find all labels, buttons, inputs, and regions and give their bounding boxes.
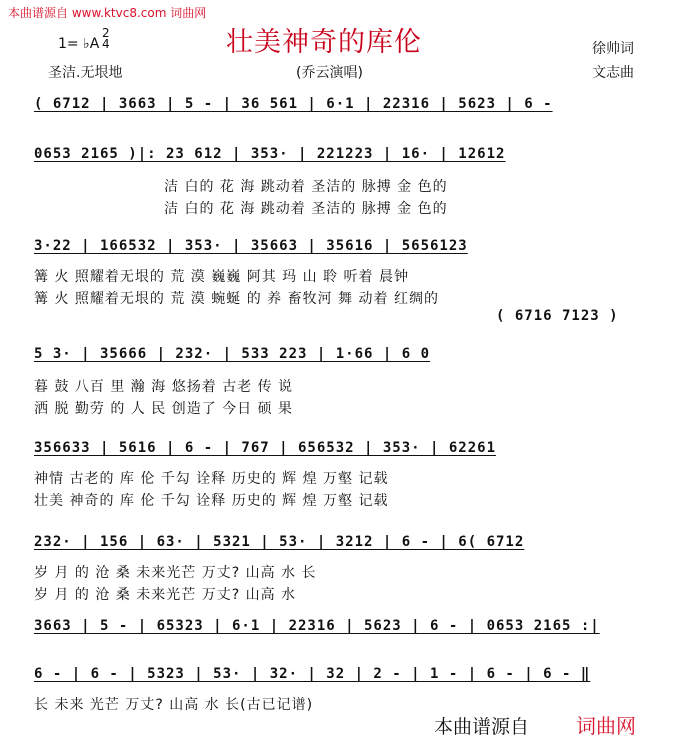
composer: 文志曲: [592, 65, 634, 81]
notation-row-3: 3·22 | 166532 | 353· | 35663 | 35616 | 5656123: [34, 238, 468, 254]
lyric-row-6-verse-2: 岁 月 的 沧 桑 未来光芒 万丈? 山高 水: [34, 587, 297, 603]
notation-row-5: 356633 | 5616 | 6 - | 767 | 656532 | 353· | 62261: [34, 440, 497, 456]
interlude-bracket: ( 6716 7123 ): [496, 308, 619, 324]
lyric-row-3-verse-2: 篝 火 照耀着无垠的 荒 漠 蜿蜒 的 养 畜牧河 舞 动着 红绸的: [34, 291, 439, 307]
lyric-row-4-verse-2: 洒 脱 勤劳 的 人 民 创造了 今日 硕 果: [34, 401, 294, 417]
singer: (乔云演唱): [296, 65, 363, 81]
lyric-row-8: 长 未来 光芒 万丈? 山高 水 长(古已记谱): [34, 697, 314, 713]
lyric-row-2-verse-1: 洁 白的 花 海 跳动着 圣洁的 脉搏 金 色的: [164, 179, 448, 195]
lyric-row-5-verse-1: 神情 古老的 库 伦 千勾 诠释 历史的 辉 煌 万壑 记载: [34, 471, 389, 487]
meter-top: 2: [102, 26, 110, 40]
notation-row-6: 232· | 156 | 63· | 5321 | 53· | 3212 | 6 - | 6( 6712: [34, 534, 525, 550]
notation-row-8: 6 - | 6 - | 5323 | 53· | 32· | 32 | 2 - | 1 - | 6 - | 6 - ‖: [34, 666, 591, 682]
meter-bottom: 4: [102, 37, 110, 51]
footer-source-text: 本曲谱源自: [434, 716, 530, 738]
time-signature: [102, 28, 110, 50]
lyric-row-2-verse-2: 洁 白的 花 海 跳动着 圣洁的 脉搏 金 色的: [164, 201, 448, 217]
notation-row-1: ( 6712 | 3663 | 5 - | 36 561 | 6·1 | 22316 | 5623 | 6 -: [34, 96, 553, 112]
notation-row-2: 0653 2165 )|: 23 612 | 353· | 221223 | 16· | 12612: [34, 146, 506, 162]
lyric-row-3-verse-1: 篝 火 照耀着无垠的 荒 漠 巍巍 阿其 玛 山 聆 听着 晨钟: [34, 269, 409, 285]
lyric-row-6-verse-1: 岁 月 的 沧 桑 未来光芒 万丈? 山高 水 长: [34, 565, 317, 581]
lyric-row-5-verse-2: 壮美 神奇的 库 伦 千勾 诠释 历史的 辉 煌 万壑 记载: [34, 493, 389, 509]
lyric-row-4-verse-1: 暮 鼓 八百 里 瀚 海 悠扬着 古老 传 说: [34, 379, 294, 395]
lyricist: 徐帅词: [592, 41, 634, 57]
song-title: 壮美神奇的库伦: [226, 27, 422, 58]
key-signature: 1= ♭A: [58, 36, 100, 52]
source-watermark: 本曲谱源自 www.ktvc8.com 词曲网: [8, 6, 207, 20]
album-name: 圣洁.无垠地: [48, 65, 123, 81]
notation-row-7: 3663 | 5 - | 65323 | 6·1 | 22316 | 5623 | 6 - | 0653 2165 :|: [34, 618, 600, 634]
notation-row-4: 5 3· | 35666 | 232· | 533 223 | 1·66 | 6 0: [34, 346, 431, 362]
footer-site-name: 词曲网: [576, 714, 636, 738]
